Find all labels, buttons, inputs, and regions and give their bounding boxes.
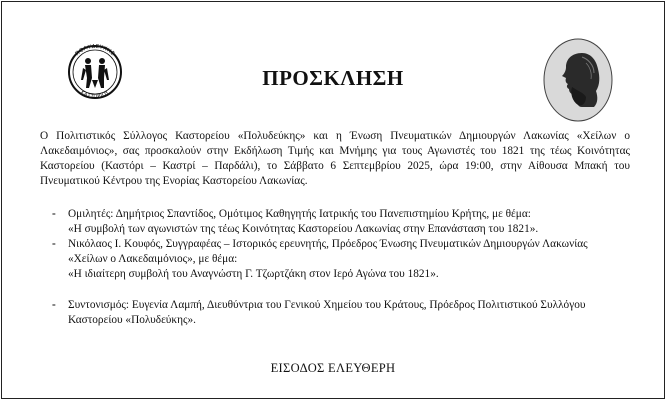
- coordinator-list: [46, 298, 626, 328]
- page-title: ΠΡΟΣΚΛΗΣΗ: [262, 66, 404, 90]
- coordinator-line-2: Καστορείου «Πολυδεύκης».: [68, 314, 196, 326]
- seal-top-text: ΠΟΛΥΔΕΥΚΗΣ: [74, 43, 116, 58]
- speaker-item-1: [46, 207, 626, 237]
- intro-paragraph: Ο Πολιτιστικός Σύλλογος Καστορείου «Πολυδεύκης» και η Ένωση Πνευματικών Δημιουργών Λακωνίας «Χείλων ο Λακεδαιμόνιος», σας προσκαλούν στην Εκδήλωση Τιμής και Μνήμης για τους Αγωνιστές του 1821 της τέως Κοινότητας Καστορείου (Καστόρι – Καστρί – Παρδάλι), το Σάββατο 6 Σεπτεμβρίου 2025, ώρα 19:00, στην Αίθουσα Μπακή του Πνευματικού Κέντρου της Ενορίας Καστορείου Λακωνίας.: [40, 130, 630, 187]
- coordinator-line-1: Συντονισμός: Ευγενία Λαμπή, Διευθύντρια του Γενικού Χημείου του Κράτους, Πρόεδρος Πολιτιστικού Συλλόγου: [68, 299, 586, 311]
- bullet-dash: -: [52, 208, 56, 220]
- speaker-2-line-2: «Χείλων ο Λακεδαιμόνιος», με θέμα:: [68, 253, 238, 265]
- speaker-2-line-1: Νικόλαος Ι. Κουφός, Συγγραφέας – Ιστορικός ερευνητής, Πρόεδρος Ένωσης Πνευματικών Δημιουργών Λακωνίας: [68, 238, 588, 250]
- free-entry-note: ΕΙΣΟΔΟΣ ΕΛΕΥΘΕΡΗ: [270, 361, 396, 375]
- bullet-dash: -: [52, 238, 56, 250]
- seal-bottom-text: ΚΑΣΤΟΡΙΟΥ: [79, 89, 111, 101]
- speaker-item-2: [46, 237, 626, 282]
- speaker-2-line-3: «Η ιδιαίτερη συμβολή του Αναγνώστη Γ. Τζωρτζάκη στον Ιερό Αγώνα του 1821».: [68, 268, 439, 280]
- bullet-dash: -: [52, 299, 56, 311]
- speaker-1-line-2: «Η συμβολή των αγωνιστών της τέως Κοινότητας Καστορείου Λακωνίας στην Επανάσταση του 1821».: [68, 223, 539, 235]
- speakers-list: [46, 207, 626, 282]
- speaker-1-line-1: Ομιλητές: Δημήτριος Σπαντίδος, Ομότιμος Καθηγητής Ιατρικής του Πανεπιστημίου Κρήτης, με θέμα:: [68, 208, 531, 220]
- invitation-page: [1, 1, 665, 399]
- coordinator-item: [46, 298, 626, 328]
